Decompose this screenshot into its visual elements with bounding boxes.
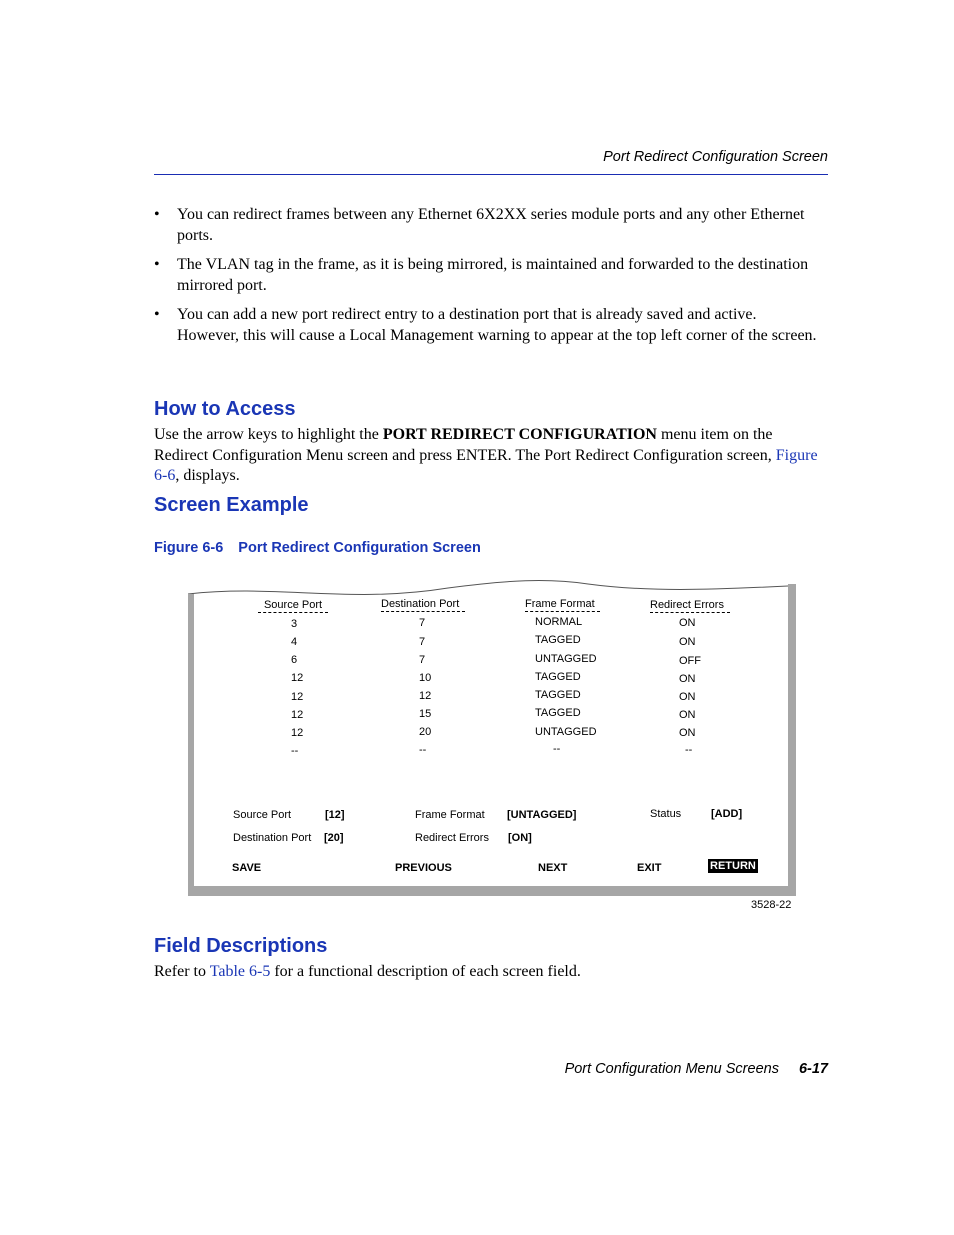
- cell-destination-port: 7: [419, 636, 426, 648]
- source-port-label: Source Port: [233, 809, 292, 821]
- cell-frame-format: --: [553, 743, 561, 755]
- table-link[interactable]: Table 6-5: [209, 963, 271, 980]
- access-bold-menu-item: PORT REDIRECT CONFIGURATION: [382, 426, 657, 443]
- bullet-text: You can redirect frames between any Ethernet 6X2XX series module ports and any other Ethernet ports.: [177, 206, 805, 244]
- frame-format-field[interactable]: [UNTAGGED]: [507, 809, 577, 821]
- bullet-symbol: •: [154, 306, 160, 323]
- column-header-destination-port: Destination Port: [381, 598, 465, 612]
- access-text: menu item on the Redirect Configuration Menu screen and press ENTER. The Port Redirect Configuration screen,: [154, 426, 776, 464]
- field-descriptions-heading: Field Descriptions: [154, 935, 328, 957]
- next-command[interactable]: NEXT: [538, 862, 568, 874]
- column-header-redirect-errors: Redirect Errors: [650, 599, 730, 613]
- cell-source-port: 3: [291, 618, 298, 630]
- cell-destination-port: 10: [419, 672, 432, 684]
- column-header-source-port: Source Port: [258, 599, 328, 613]
- status-field[interactable]: [ADD]: [711, 808, 743, 820]
- cell-redirect-errors: ON: [679, 727, 696, 739]
- status-label: Status: [650, 808, 682, 820]
- destination-port-label: Destination Port: [233, 832, 312, 844]
- return-command[interactable]: RETURN: [710, 860, 756, 872]
- field-descriptions-text: for a functional description of each screen field.: [270, 963, 581, 980]
- cell-frame-format: TAGGED: [535, 707, 581, 719]
- cell-destination-port: 15: [419, 708, 432, 720]
- save-command[interactable]: SAVE: [232, 862, 262, 874]
- access-text: Use the arrow keys to highlight the: [154, 426, 383, 443]
- bullet-item: [154, 305, 817, 346]
- bullet-symbol: •: [154, 206, 160, 223]
- bullet-item: [154, 255, 814, 296]
- cell-redirect-errors: ON: [679, 691, 696, 703]
- cell-destination-port: 20: [419, 726, 432, 738]
- screen-example-heading: Screen Example: [154, 494, 309, 516]
- cell-redirect-errors: ON: [679, 636, 696, 648]
- bullet-text: The VLAN tag in the frame, as it is being mirrored, is maintained and forwarded to the destination mirrored port.: [177, 256, 809, 294]
- figure-link[interactable]: Figure 6-6: [154, 446, 818, 484]
- bullet-item: [154, 205, 814, 246]
- exit-command[interactable]: EXIT: [637, 862, 662, 874]
- bullet-symbol: •: [154, 256, 160, 273]
- cell-redirect-errors: OFF: [679, 655, 701, 667]
- cell-frame-format: TAGGED: [535, 634, 581, 646]
- destination-port-field[interactable]: [20]: [324, 832, 344, 844]
- cell-destination-port: 7: [419, 654, 426, 666]
- redirect-errors-field[interactable]: [ON]: [508, 832, 532, 844]
- cell-redirect-errors: --: [685, 744, 693, 756]
- cell-source-port: 12: [291, 727, 304, 739]
- figure-title: Port Redirect Configuration Screen: [238, 540, 481, 556]
- page-footer: [565, 1061, 828, 1077]
- cell-destination-port: --: [419, 744, 427, 756]
- cell-frame-format: TAGGED: [535, 689, 581, 701]
- page-number: 6-17: [798, 1061, 828, 1077]
- how-to-access-paragraph: [154, 425, 829, 487]
- cell-redirect-errors: ON: [679, 709, 696, 721]
- cell-source-port: 12: [291, 672, 304, 684]
- cell-frame-format: TAGGED: [535, 671, 581, 683]
- running-header: Port Redirect Configuration Screen: [603, 149, 828, 165]
- frame-format-label: Frame Format: [415, 809, 485, 821]
- cell-source-port: 4: [291, 636, 298, 648]
- source-port-field[interactable]: [12]: [325, 809, 345, 821]
- how-to-access-heading: How to Access: [154, 398, 296, 420]
- cell-source-port: 12: [291, 709, 304, 721]
- screen-frame: [188, 578, 796, 896]
- cell-frame-format: UNTAGGED: [535, 653, 597, 665]
- figure-id-label: 3528-22: [751, 899, 792, 911]
- cell-destination-port: 7: [419, 617, 426, 629]
- field-descriptions-paragraph: [154, 962, 829, 983]
- cell-source-port: 12: [291, 691, 304, 703]
- footer-section-title: Port Configuration Menu Screens: [564, 1061, 779, 1077]
- header-rule: [154, 174, 828, 175]
- cell-frame-format: NORMAL: [535, 616, 583, 628]
- cell-source-port: 6: [291, 654, 298, 666]
- field-descriptions-text: Refer to: [154, 963, 210, 980]
- cell-frame-format: UNTAGGED: [535, 726, 597, 738]
- cell-source-port: --: [291, 745, 299, 757]
- cell-destination-port: 12: [419, 690, 432, 702]
- screen-figure: [188, 578, 796, 896]
- previous-command[interactable]: PREVIOUS: [395, 862, 452, 874]
- cell-redirect-errors: ON: [679, 617, 696, 629]
- redirect-errors-label: Redirect Errors: [415, 832, 489, 844]
- access-text: , displays.: [175, 467, 240, 484]
- figure-number: Figure 6-6: [154, 540, 224, 556]
- figure-caption: [154, 540, 481, 556]
- cell-redirect-errors: ON: [679, 673, 696, 685]
- bullet-text: You can add a new port redirect entry to a destination port that is already saved and active. However, this will cause a Local Management warning to appear at the top left corner of the screen.: [177, 306, 817, 344]
- column-header-frame-format: Frame Format: [525, 598, 600, 612]
